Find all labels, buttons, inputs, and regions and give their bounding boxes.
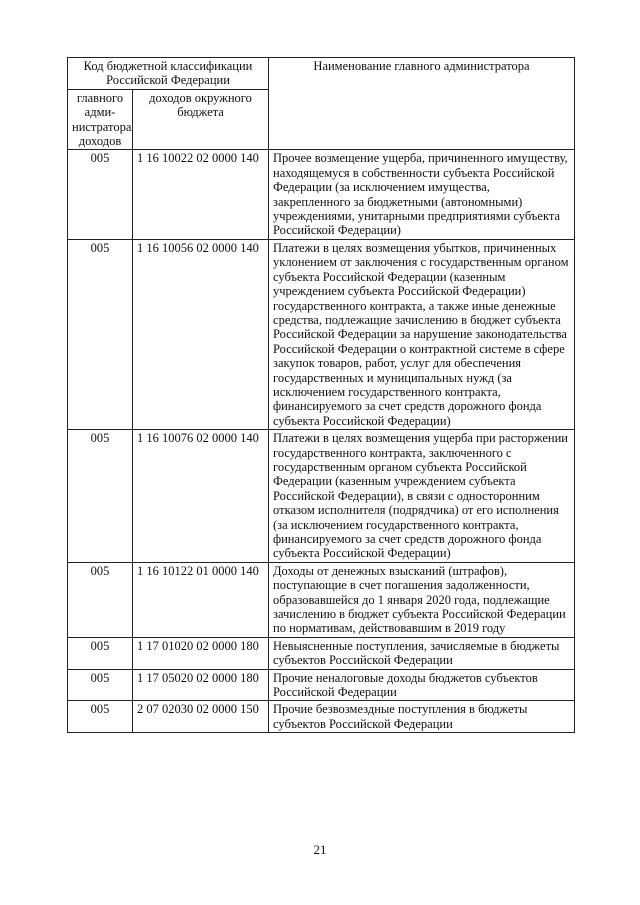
table-row bbox=[68, 239, 575, 429]
table-row bbox=[68, 669, 575, 701]
income-code-cell: 1 16 10056 02 0000 140 bbox=[133, 239, 269, 429]
administrator-name-cell: Прочие безвозмездные поступления в бюджеты субъектов Российской Федерации bbox=[269, 701, 575, 733]
administrator-name-cell: Невыясненные поступления, зачисляемые в бюджеты субъектов Российской Федерации bbox=[269, 637, 575, 669]
income-code-header: доходов окружного бюджета bbox=[133, 89, 269, 150]
table-row bbox=[68, 430, 575, 563]
page-number: 21 bbox=[313, 842, 327, 857]
code-group-header: Код бюджетной классификации Российской Федерации bbox=[68, 58, 269, 90]
income-code-cell: 1 17 01020 02 0000 180 bbox=[133, 637, 269, 669]
budget-classification-table bbox=[67, 57, 575, 733]
income-code-cell: 1 16 10022 02 0000 140 bbox=[133, 150, 269, 239]
admin-code-cell: 005 bbox=[68, 150, 133, 239]
administrator-name-cell: Доходы от денежных взысканий (штрафов), поступающие в счет погашения задолженности, образовавшейся до 1 января 2020 года, подлежащие зачислению в бюджет субъекта Российской Федерации по нормативам, действовавшим в 2019 году bbox=[269, 562, 575, 637]
administrator-name-cell: Прочее возмещение ущерба, причиненного имуществу, находящемуся в собственности субъекта Российской Федерации (за исключением имущества, закрепленного за бюджетными (автономными) учреждениями, унитарными предприятиями субъекта Российской Федерации) bbox=[269, 150, 575, 239]
admin-code-cell: 005 bbox=[68, 637, 133, 669]
table-row bbox=[68, 562, 575, 637]
admin-code-cell: 005 bbox=[68, 669, 133, 701]
administrator-name-header: Наименование главного администратора bbox=[269, 58, 575, 150]
admin-code-header: главного адми- нистратора доходов bbox=[68, 89, 133, 150]
income-code-cell: 1 17 05020 02 0000 180 bbox=[133, 669, 269, 701]
header-row-top bbox=[68, 58, 575, 90]
admin-code-cell: 005 bbox=[68, 701, 133, 733]
income-code-cell: 1 16 10122 01 0000 140 bbox=[133, 562, 269, 637]
income-code-cell: 2 07 02030 02 0000 150 bbox=[133, 701, 269, 733]
table-row bbox=[68, 150, 575, 239]
administrator-name-cell: Платежи в целях возмещения ущерба при расторжении государственного контракта, заключенного с государственным органом субъекта Российской Федерации (казенным учреждением субъекта Российской Федерации), в связи с односторонним отказом исполнителя (подрядчика) от его исполнения (за исключением государственного контракта, финансируемого за счет средств дорожного фонда субъекта Российской Федерации) bbox=[269, 430, 575, 563]
admin-code-cell: 005 bbox=[68, 562, 133, 637]
administrator-name-cell: Платежи в целях возмещения убытков, причиненных уклонением от заключения с государственным органом субъекта Российской Федерации (казенным учреждением субъекта Российской Федерации) государственного контракта, а также иные денежные средства, подлежащие зачислению в бюджет субъекта Российской Федерации за нарушение законодательства Российской Федерации о контрактной системе в сфере закупок товаров, работ, услуг для обеспечения государственных и муниципальных нужд (за исключением государственного контракта, финансируемого за счет средств дорожного фонда субъекта Российской Федерации) bbox=[269, 239, 575, 429]
table-row bbox=[68, 637, 575, 669]
income-code-cell: 1 16 10076 02 0000 140 bbox=[133, 430, 269, 563]
administrator-name-cell: Прочие неналоговые доходы бюджетов субъектов Российской Федерации bbox=[269, 669, 575, 701]
admin-code-cell: 005 bbox=[68, 430, 133, 563]
admin-code-cell: 005 bbox=[68, 239, 133, 429]
table-row bbox=[68, 701, 575, 733]
